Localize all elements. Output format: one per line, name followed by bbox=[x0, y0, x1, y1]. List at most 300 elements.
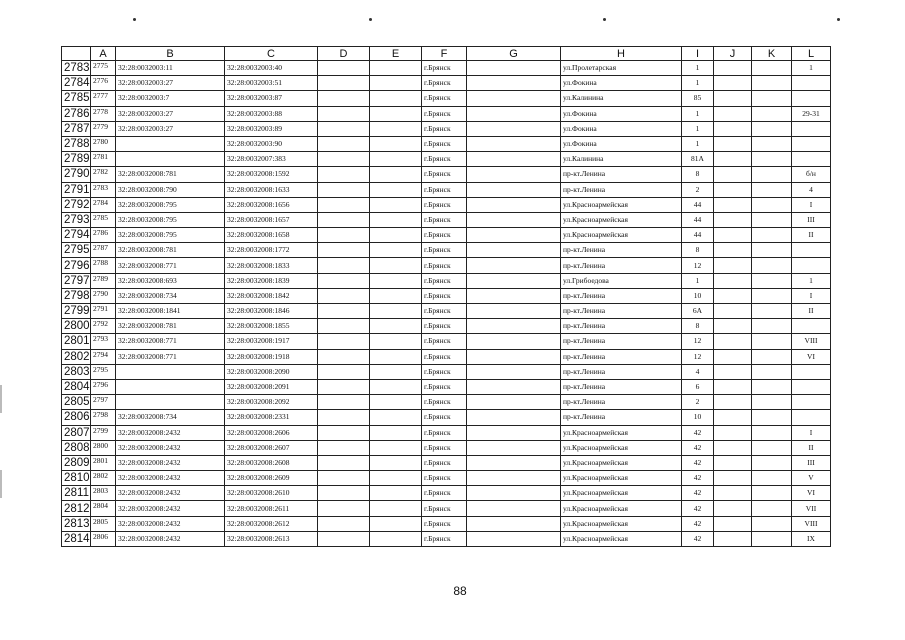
cell-i: 4 bbox=[682, 364, 714, 379]
cell-a: 2803 bbox=[91, 486, 116, 501]
cell-b: 32:28:0032008:781 bbox=[116, 319, 225, 334]
cell-j bbox=[714, 425, 752, 440]
table-row bbox=[62, 531, 831, 546]
cell-h: ул.Красноармейская bbox=[561, 486, 682, 501]
cell-f: г.Брянск bbox=[422, 152, 467, 167]
cell-b: 32:28:0032008:781 bbox=[116, 243, 225, 258]
cell-e bbox=[370, 334, 422, 349]
cell-j bbox=[714, 91, 752, 106]
cell-c: 32:28:0032008:2609 bbox=[225, 471, 318, 486]
table-row bbox=[62, 273, 831, 288]
cell-d bbox=[318, 486, 370, 501]
row-number: 2789 bbox=[62, 152, 91, 167]
row-number: 2797 bbox=[62, 273, 91, 288]
cell-i: 42 bbox=[682, 425, 714, 440]
cell-f: г.Брянск bbox=[422, 288, 467, 303]
cell-d bbox=[318, 288, 370, 303]
cell-f: г.Брянск bbox=[422, 349, 467, 364]
cell-k bbox=[752, 349, 792, 364]
row-number: 2809 bbox=[62, 455, 91, 470]
cell-i: 1 bbox=[682, 121, 714, 136]
cell-a: 2796 bbox=[91, 379, 116, 394]
cell-j bbox=[714, 334, 752, 349]
cell-b: 32:28:0032003:11 bbox=[116, 61, 225, 76]
cell-c: 32:28:0032008:1842 bbox=[225, 288, 318, 303]
cell-d bbox=[318, 136, 370, 151]
cell-h: ул.Фокина bbox=[561, 106, 682, 121]
column-header-k: K bbox=[752, 47, 792, 61]
cell-l: VIII bbox=[792, 334, 831, 349]
cell-e bbox=[370, 228, 422, 243]
spreadsheet-table bbox=[61, 46, 831, 547]
cell-j bbox=[714, 486, 752, 501]
cell-l: III bbox=[792, 455, 831, 470]
row-number: 2785 bbox=[62, 91, 91, 106]
cell-h: ул.Красноармейская bbox=[561, 425, 682, 440]
cell-a: 2794 bbox=[91, 349, 116, 364]
cell-e bbox=[370, 516, 422, 531]
cell-b bbox=[116, 152, 225, 167]
cell-j bbox=[714, 440, 752, 455]
cell-j bbox=[714, 136, 752, 151]
cell-g bbox=[467, 273, 561, 288]
cell-k bbox=[752, 212, 792, 227]
cell-i: 1 bbox=[682, 76, 714, 91]
cell-l: I bbox=[792, 197, 831, 212]
cell-g bbox=[467, 471, 561, 486]
cell-d bbox=[318, 304, 370, 319]
cell-k bbox=[752, 106, 792, 121]
cell-c: 32:28:0032003:89 bbox=[225, 121, 318, 136]
cell-j bbox=[714, 121, 752, 136]
cell-j bbox=[714, 61, 752, 76]
row-number: 2814 bbox=[62, 531, 91, 546]
cell-b: 32:28:0032008:2432 bbox=[116, 501, 225, 516]
table-row bbox=[62, 61, 831, 76]
cell-e bbox=[370, 167, 422, 182]
cell-j bbox=[714, 379, 752, 394]
cell-j bbox=[714, 212, 752, 227]
table-row bbox=[62, 288, 831, 303]
row-number: 2806 bbox=[62, 410, 91, 425]
cell-c: 32:28:0032008:1772 bbox=[225, 243, 318, 258]
cell-c: 32:28:0032008:2092 bbox=[225, 395, 318, 410]
cell-c: 32:28:0032008:1839 bbox=[225, 273, 318, 288]
cell-d bbox=[318, 61, 370, 76]
cell-b bbox=[116, 395, 225, 410]
cell-e bbox=[370, 486, 422, 501]
row-number: 2793 bbox=[62, 212, 91, 227]
cell-j bbox=[714, 152, 752, 167]
cell-d bbox=[318, 531, 370, 546]
cell-k bbox=[752, 425, 792, 440]
cell-b: 32:28:0032008:2432 bbox=[116, 471, 225, 486]
cell-i: 42 bbox=[682, 455, 714, 470]
cell-a: 2798 bbox=[91, 410, 116, 425]
cell-j bbox=[714, 106, 752, 121]
cell-b: 32:28:0032008:1841 bbox=[116, 304, 225, 319]
cell-c: 32:28:0032008:2610 bbox=[225, 486, 318, 501]
cell-h: ул.Красноармейская bbox=[561, 197, 682, 212]
cell-a: 2793 bbox=[91, 334, 116, 349]
cell-h: ул.Красноармейская bbox=[561, 455, 682, 470]
row-number: 2798 bbox=[62, 288, 91, 303]
cell-a: 2789 bbox=[91, 273, 116, 288]
cell-i: 2 bbox=[682, 395, 714, 410]
table-row bbox=[62, 182, 831, 197]
cell-i: 85 bbox=[682, 91, 714, 106]
table-row bbox=[62, 379, 831, 394]
cell-h: ул.Фокина bbox=[561, 121, 682, 136]
cell-a: 2775 bbox=[91, 61, 116, 76]
cell-g bbox=[467, 410, 561, 425]
row-number: 2805 bbox=[62, 395, 91, 410]
cell-h: пр-кт.Ленина bbox=[561, 319, 682, 334]
scan-dot bbox=[133, 18, 136, 21]
cell-c: 32:28:0032008:2091 bbox=[225, 379, 318, 394]
cell-b: 32:28:0032008:2432 bbox=[116, 425, 225, 440]
cell-j bbox=[714, 182, 752, 197]
cell-k bbox=[752, 273, 792, 288]
cell-d bbox=[318, 455, 370, 470]
cell-k bbox=[752, 334, 792, 349]
row-number: 2790 bbox=[62, 167, 91, 182]
row-number: 2791 bbox=[62, 182, 91, 197]
cell-b bbox=[116, 364, 225, 379]
row-number: 2786 bbox=[62, 106, 91, 121]
cell-a: 2799 bbox=[91, 425, 116, 440]
cell-i: 2 bbox=[682, 182, 714, 197]
table-row bbox=[62, 91, 831, 106]
cell-a: 2776 bbox=[91, 76, 116, 91]
cell-i: 1 bbox=[682, 61, 714, 76]
cell-h: пр-кт.Ленина bbox=[561, 258, 682, 273]
cell-b: 32:28:0032003:27 bbox=[116, 76, 225, 91]
cell-j bbox=[714, 258, 752, 273]
row-number: 2794 bbox=[62, 228, 91, 243]
cell-l: V bbox=[792, 471, 831, 486]
column-header-c: C bbox=[225, 47, 318, 61]
cell-d bbox=[318, 152, 370, 167]
column-header-j: J bbox=[714, 47, 752, 61]
cell-l: VI bbox=[792, 349, 831, 364]
cell-g bbox=[467, 182, 561, 197]
cell-b: 32:28:0032008:795 bbox=[116, 228, 225, 243]
cell-c: 32:28:0032008:2606 bbox=[225, 425, 318, 440]
cell-g bbox=[467, 152, 561, 167]
cell-k bbox=[752, 167, 792, 182]
cell-l bbox=[792, 379, 831, 394]
cell-j bbox=[714, 228, 752, 243]
table-row bbox=[62, 243, 831, 258]
cell-e bbox=[370, 379, 422, 394]
cell-a: 2791 bbox=[91, 304, 116, 319]
cell-i: 1 bbox=[682, 136, 714, 151]
cell-f: г.Брянск bbox=[422, 228, 467, 243]
column-header-d: D bbox=[318, 47, 370, 61]
cell-k bbox=[752, 76, 792, 91]
cell-f: г.Брянск bbox=[422, 121, 467, 136]
cell-j bbox=[714, 304, 752, 319]
cell-a: 2806 bbox=[91, 531, 116, 546]
cell-j bbox=[714, 516, 752, 531]
cell-l bbox=[792, 243, 831, 258]
page-number: 88 bbox=[453, 584, 467, 598]
table-row bbox=[62, 501, 831, 516]
cell-h: ул.Красноармейская bbox=[561, 228, 682, 243]
cell-j bbox=[714, 455, 752, 470]
cell-f: г.Брянск bbox=[422, 197, 467, 212]
cell-j bbox=[714, 319, 752, 334]
cell-a: 2784 bbox=[91, 197, 116, 212]
cell-g bbox=[467, 91, 561, 106]
cell-b: 32:28:0032008:2432 bbox=[116, 440, 225, 455]
cell-f: г.Брянск bbox=[422, 76, 467, 91]
cell-c: 32:28:0032008:1658 bbox=[225, 228, 318, 243]
cell-c: 32:28:0032008:1846 bbox=[225, 304, 318, 319]
cell-b: 32:28:0032003:7 bbox=[116, 91, 225, 106]
cell-k bbox=[752, 258, 792, 273]
cell-c: 32:28:0032008:2608 bbox=[225, 455, 318, 470]
row-number: 2803 bbox=[62, 364, 91, 379]
row-number: 2801 bbox=[62, 334, 91, 349]
cell-a: 2804 bbox=[91, 501, 116, 516]
cell-d bbox=[318, 106, 370, 121]
cell-k bbox=[752, 182, 792, 197]
cell-f: г.Брянск bbox=[422, 334, 467, 349]
cell-l: II bbox=[792, 228, 831, 243]
cell-g bbox=[467, 212, 561, 227]
cell-l: IX bbox=[792, 531, 831, 546]
cell-l bbox=[792, 364, 831, 379]
cell-e bbox=[370, 501, 422, 516]
table-row bbox=[62, 410, 831, 425]
column-header-i: I bbox=[682, 47, 714, 61]
cell-d bbox=[318, 197, 370, 212]
cell-g bbox=[467, 455, 561, 470]
cell-k bbox=[752, 319, 792, 334]
cell-h: пр-кт.Ленина bbox=[561, 304, 682, 319]
cell-k bbox=[752, 61, 792, 76]
cell-b: 32:28:0032008:2432 bbox=[116, 455, 225, 470]
cell-f: г.Брянск bbox=[422, 531, 467, 546]
cell-k bbox=[752, 471, 792, 486]
cell-a: 2780 bbox=[91, 136, 116, 151]
row-number: 2807 bbox=[62, 425, 91, 440]
table-body bbox=[62, 61, 831, 547]
cell-j bbox=[714, 76, 752, 91]
table-row bbox=[62, 76, 831, 91]
cell-c: 32:28:0032008:2613 bbox=[225, 531, 318, 546]
cell-a: 2797 bbox=[91, 395, 116, 410]
cell-j bbox=[714, 531, 752, 546]
cell-h: пр-кт.Ленина bbox=[561, 182, 682, 197]
cell-e bbox=[370, 152, 422, 167]
cell-h: пр-кт.Ленина bbox=[561, 410, 682, 425]
cell-l: VI bbox=[792, 486, 831, 501]
cell-g bbox=[467, 228, 561, 243]
cell-f: г.Брянск bbox=[422, 410, 467, 425]
cell-f: г.Брянск bbox=[422, 273, 467, 288]
cell-i: 12 bbox=[682, 334, 714, 349]
cell-a: 2790 bbox=[91, 288, 116, 303]
table-row bbox=[62, 364, 831, 379]
cell-h: пр-кт.Ленина bbox=[561, 349, 682, 364]
cell-g bbox=[467, 531, 561, 546]
table-row bbox=[62, 440, 831, 455]
cell-d bbox=[318, 334, 370, 349]
cell-h: ул.Красноармейская bbox=[561, 531, 682, 546]
table-row bbox=[62, 152, 831, 167]
row-number: 2792 bbox=[62, 197, 91, 212]
cell-i: 10 bbox=[682, 288, 714, 303]
cell-a: 2788 bbox=[91, 258, 116, 273]
cell-g bbox=[467, 197, 561, 212]
row-number: 2784 bbox=[62, 76, 91, 91]
column-header-l: L bbox=[792, 47, 831, 61]
cell-e bbox=[370, 288, 422, 303]
cell-l: III bbox=[792, 212, 831, 227]
cell-g bbox=[467, 440, 561, 455]
cell-e bbox=[370, 395, 422, 410]
table-row bbox=[62, 334, 831, 349]
row-number: 2800 bbox=[62, 319, 91, 334]
cell-h: пр-кт.Ленина bbox=[561, 395, 682, 410]
cell-e bbox=[370, 440, 422, 455]
cell-l bbox=[792, 91, 831, 106]
cell-g bbox=[467, 121, 561, 136]
column-header-a: A bbox=[91, 47, 116, 61]
cell-a: 2800 bbox=[91, 440, 116, 455]
cell-d bbox=[318, 243, 370, 258]
cell-f: г.Брянск bbox=[422, 379, 467, 394]
cell-d bbox=[318, 395, 370, 410]
table-row bbox=[62, 167, 831, 182]
cell-f: г.Брянск bbox=[422, 106, 467, 121]
cell-c: 32:28:0032003:88 bbox=[225, 106, 318, 121]
cell-d bbox=[318, 364, 370, 379]
cell-k bbox=[752, 304, 792, 319]
cell-e bbox=[370, 121, 422, 136]
cell-c: 32:28:0032003:90 bbox=[225, 136, 318, 151]
cell-e bbox=[370, 106, 422, 121]
table-row bbox=[62, 106, 831, 121]
cell-f: г.Брянск bbox=[422, 425, 467, 440]
cell-l: 1 bbox=[792, 61, 831, 76]
cell-h: ул.Фокина bbox=[561, 76, 682, 91]
cell-d bbox=[318, 258, 370, 273]
cell-g bbox=[467, 243, 561, 258]
cell-i: 42 bbox=[682, 486, 714, 501]
cell-g bbox=[467, 364, 561, 379]
cell-f: г.Брянск bbox=[422, 258, 467, 273]
cell-e bbox=[370, 136, 422, 151]
scan-dot bbox=[603, 18, 606, 21]
row-number: 2787 bbox=[62, 121, 91, 136]
cell-f: г.Брянск bbox=[422, 440, 467, 455]
cell-e bbox=[370, 273, 422, 288]
cell-h: пр-кт.Ленина bbox=[561, 379, 682, 394]
cell-l: I bbox=[792, 288, 831, 303]
cell-a: 2795 bbox=[91, 364, 116, 379]
row-number: 2795 bbox=[62, 243, 91, 258]
cell-k bbox=[752, 379, 792, 394]
cell-f: г.Брянск bbox=[422, 91, 467, 106]
table-row bbox=[62, 197, 831, 212]
cell-f: г.Брянск bbox=[422, 61, 467, 76]
cell-h: ул.Красноармейская bbox=[561, 471, 682, 486]
cell-a: 2781 bbox=[91, 152, 116, 167]
cell-k bbox=[752, 516, 792, 531]
table-row bbox=[62, 212, 831, 227]
cell-b bbox=[116, 136, 225, 151]
cell-j bbox=[714, 167, 752, 182]
cell-d bbox=[318, 182, 370, 197]
column-header-h: H bbox=[561, 47, 682, 61]
cell-h: пр-кт.Ленина bbox=[561, 288, 682, 303]
cell-h: пр-кт.Ленина bbox=[561, 243, 682, 258]
cell-c: 32:28:0032008:2611 bbox=[225, 501, 318, 516]
cell-l bbox=[792, 410, 831, 425]
cell-c: 32:28:0032008:1656 bbox=[225, 197, 318, 212]
cell-h: ул.Красноармейская bbox=[561, 516, 682, 531]
cell-a: 2782 bbox=[91, 167, 116, 182]
cell-d bbox=[318, 440, 370, 455]
cell-g bbox=[467, 106, 561, 121]
cell-e bbox=[370, 212, 422, 227]
cell-j bbox=[714, 288, 752, 303]
cell-i: 10 bbox=[682, 410, 714, 425]
cell-k bbox=[752, 91, 792, 106]
cell-d bbox=[318, 471, 370, 486]
cell-g bbox=[467, 486, 561, 501]
cell-d bbox=[318, 121, 370, 136]
cell-g bbox=[467, 516, 561, 531]
cell-h: ул.Грибоедова bbox=[561, 273, 682, 288]
row-number: 2804 bbox=[62, 379, 91, 394]
cell-c: 32:28:0032008:2331 bbox=[225, 410, 318, 425]
cell-f: г.Брянск bbox=[422, 395, 467, 410]
cell-e bbox=[370, 364, 422, 379]
cell-e bbox=[370, 349, 422, 364]
cell-a: 2779 bbox=[91, 121, 116, 136]
cell-i: 1 bbox=[682, 273, 714, 288]
cell-e bbox=[370, 61, 422, 76]
cell-l bbox=[792, 121, 831, 136]
cell-e bbox=[370, 258, 422, 273]
cell-h: ул.Пролетарская bbox=[561, 61, 682, 76]
cell-e bbox=[370, 319, 422, 334]
table-row bbox=[62, 228, 831, 243]
cell-l: 4 bbox=[792, 182, 831, 197]
cell-i: 42 bbox=[682, 516, 714, 531]
scan-edge-mark bbox=[0, 385, 2, 413]
cell-a: 2787 bbox=[91, 243, 116, 258]
cell-c: 32:28:0032008:2612 bbox=[225, 516, 318, 531]
cell-f: г.Брянск bbox=[422, 364, 467, 379]
cell-k bbox=[752, 152, 792, 167]
cell-g bbox=[467, 319, 561, 334]
cell-k bbox=[752, 486, 792, 501]
cell-h: ул.Красноармейская bbox=[561, 212, 682, 227]
cell-i: 42 bbox=[682, 531, 714, 546]
cell-l bbox=[792, 76, 831, 91]
cell-e bbox=[370, 243, 422, 258]
cell-d bbox=[318, 76, 370, 91]
column-header-e: E bbox=[370, 47, 422, 61]
cell-h: ул.Фокина bbox=[561, 136, 682, 151]
cell-b: 32:28:0032008:795 bbox=[116, 212, 225, 227]
